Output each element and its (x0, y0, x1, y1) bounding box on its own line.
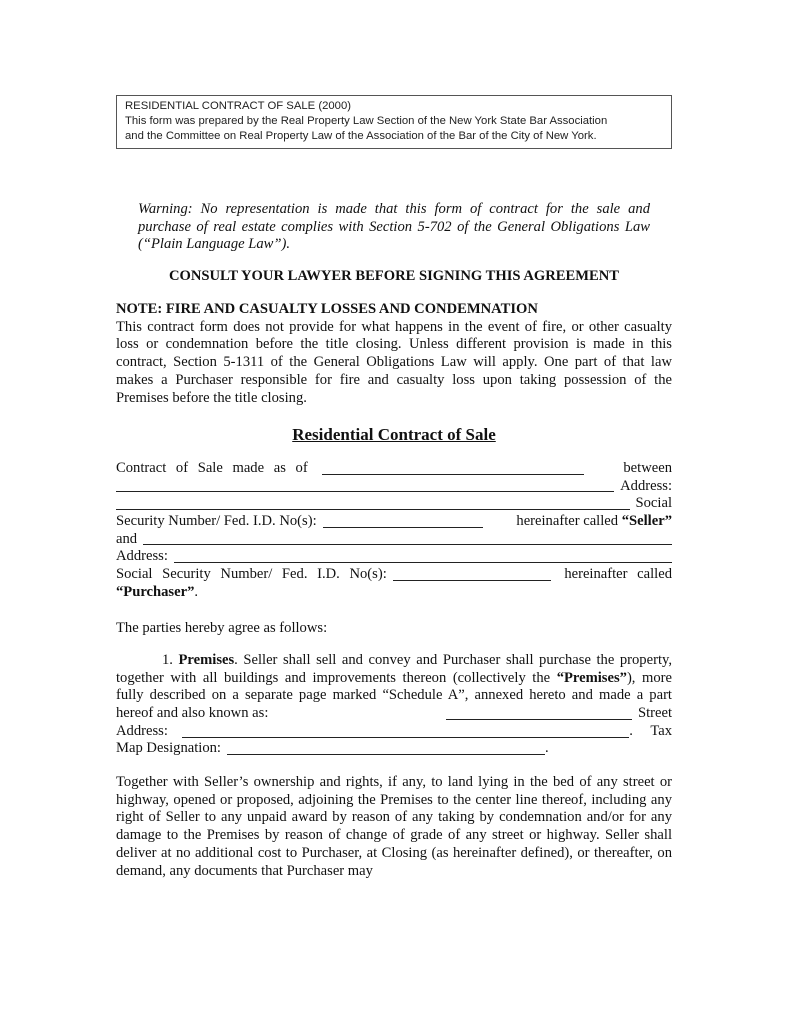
seller-term: “Seller” (621, 513, 672, 530)
form-header-box (116, 95, 672, 149)
parties-form (116, 460, 672, 602)
contract-date-field[interactable] (322, 462, 584, 475)
parties-agree-text: The parties hereby agree as follows: (116, 620, 328, 636)
warning-text: Warning: No representation is made that this form of contract for the sale and purchase of real estate complies with Section 5-702 of the General Obligations Law (“Plain Language Law”). (138, 201, 650, 253)
known-as-field[interactable] (446, 707, 632, 720)
hereinafter-label: hereinafter called (564, 566, 672, 583)
consult-lawyer-heading: CONSULT YOUR LAWYER BEFORE SIGNING THIS AGREEMENT (168, 268, 620, 284)
note-heading: NOTE: FIRE AND CASUALTY LOSSES AND CONDEMNATION (116, 301, 538, 317)
street-label: Street (637, 705, 672, 722)
seller-address-field[interactable] (116, 497, 630, 510)
ssn-label: Security Number/ Fed. I.D. No(s): (116, 513, 317, 530)
period: . (544, 740, 549, 757)
address-label: Address: (116, 722, 168, 739)
purchaser-address-field[interactable] (174, 550, 672, 563)
purchaser-name-field[interactable] (143, 532, 672, 545)
social-label: Social (635, 495, 672, 512)
map-designation-label: Map Designation: (116, 740, 221, 757)
clause-heading: Premises (178, 652, 235, 668)
ssn-label: Social Security Number/ Fed. I.D. No(s): (116, 566, 387, 583)
purchaser-ssn-field[interactable] (393, 568, 551, 581)
map-designation-field[interactable] (227, 742, 545, 755)
seller-name-field[interactable] (116, 479, 614, 492)
street-address-field[interactable] (182, 725, 629, 738)
clause-number: 1. (162, 652, 173, 668)
period: . (194, 583, 199, 600)
note-body: This contract form does not provide for what happens in the event of fire, or other casualty loss or condemnation before the title closing. Unless different provision is made in this contract, Section 5-1311 of the General Obligations Law will apply. One part of that law makes a Purchaser responsible for fire and casualty loss upon taking possession of the Premises before the title closing. (116, 318, 672, 406)
premises-term: “Premises” (556, 669, 627, 686)
document-title: Residential Contract of Sale (292, 425, 496, 444)
made-as-of-label: Contract of Sale made as of (116, 459, 308, 476)
purchaser-term: “Purchaser” (116, 583, 195, 600)
form-header-line: and the Committee on Real Property Law of the Association of the Bar of the City of New York. (125, 130, 597, 142)
address-label: Address: (116, 548, 168, 565)
hereinafter-label: hereinafter called (516, 513, 619, 530)
clause-text: ), more fully described on a separate page marked “Schedule A”, annexed hereto and made a part hereof and also known as: (116, 669, 672, 722)
between-label: between (623, 459, 672, 476)
together-paragraph: Together with Seller’s ownership and rights, if any, to land lying in the bed of any street or highway, opened or proposed, adjoining the Premises to the center line thereof, including any right of Seller to any unpaid award by reason of any taking by condemnation and/or for any damage to the Premises by reason of change of grade of any street or highway. Seller shall deliver at no additional cost to Purchaser, at Closing (as hereinafter defined), or thereafter, on demand, any documents that Purchaser may (116, 774, 672, 879)
premises-clause (116, 652, 672, 758)
address-label: Address: (620, 477, 672, 494)
form-header-line: This form was prepared by the Real Property Law Section of the New York State Bar Association (125, 115, 608, 127)
note-section (116, 301, 672, 407)
clause-text: . Seller shall sell and convey and Purchaser shall purchase the property, together with all buildings and improvements thereon (collectively the (116, 652, 672, 686)
form-header-title: RESIDENTIAL CONTRACT OF SALE (2000) (125, 100, 351, 112)
seller-ssn-field[interactable] (323, 515, 483, 528)
and-label: and (116, 530, 138, 547)
tax-label: . Tax (629, 722, 672, 739)
